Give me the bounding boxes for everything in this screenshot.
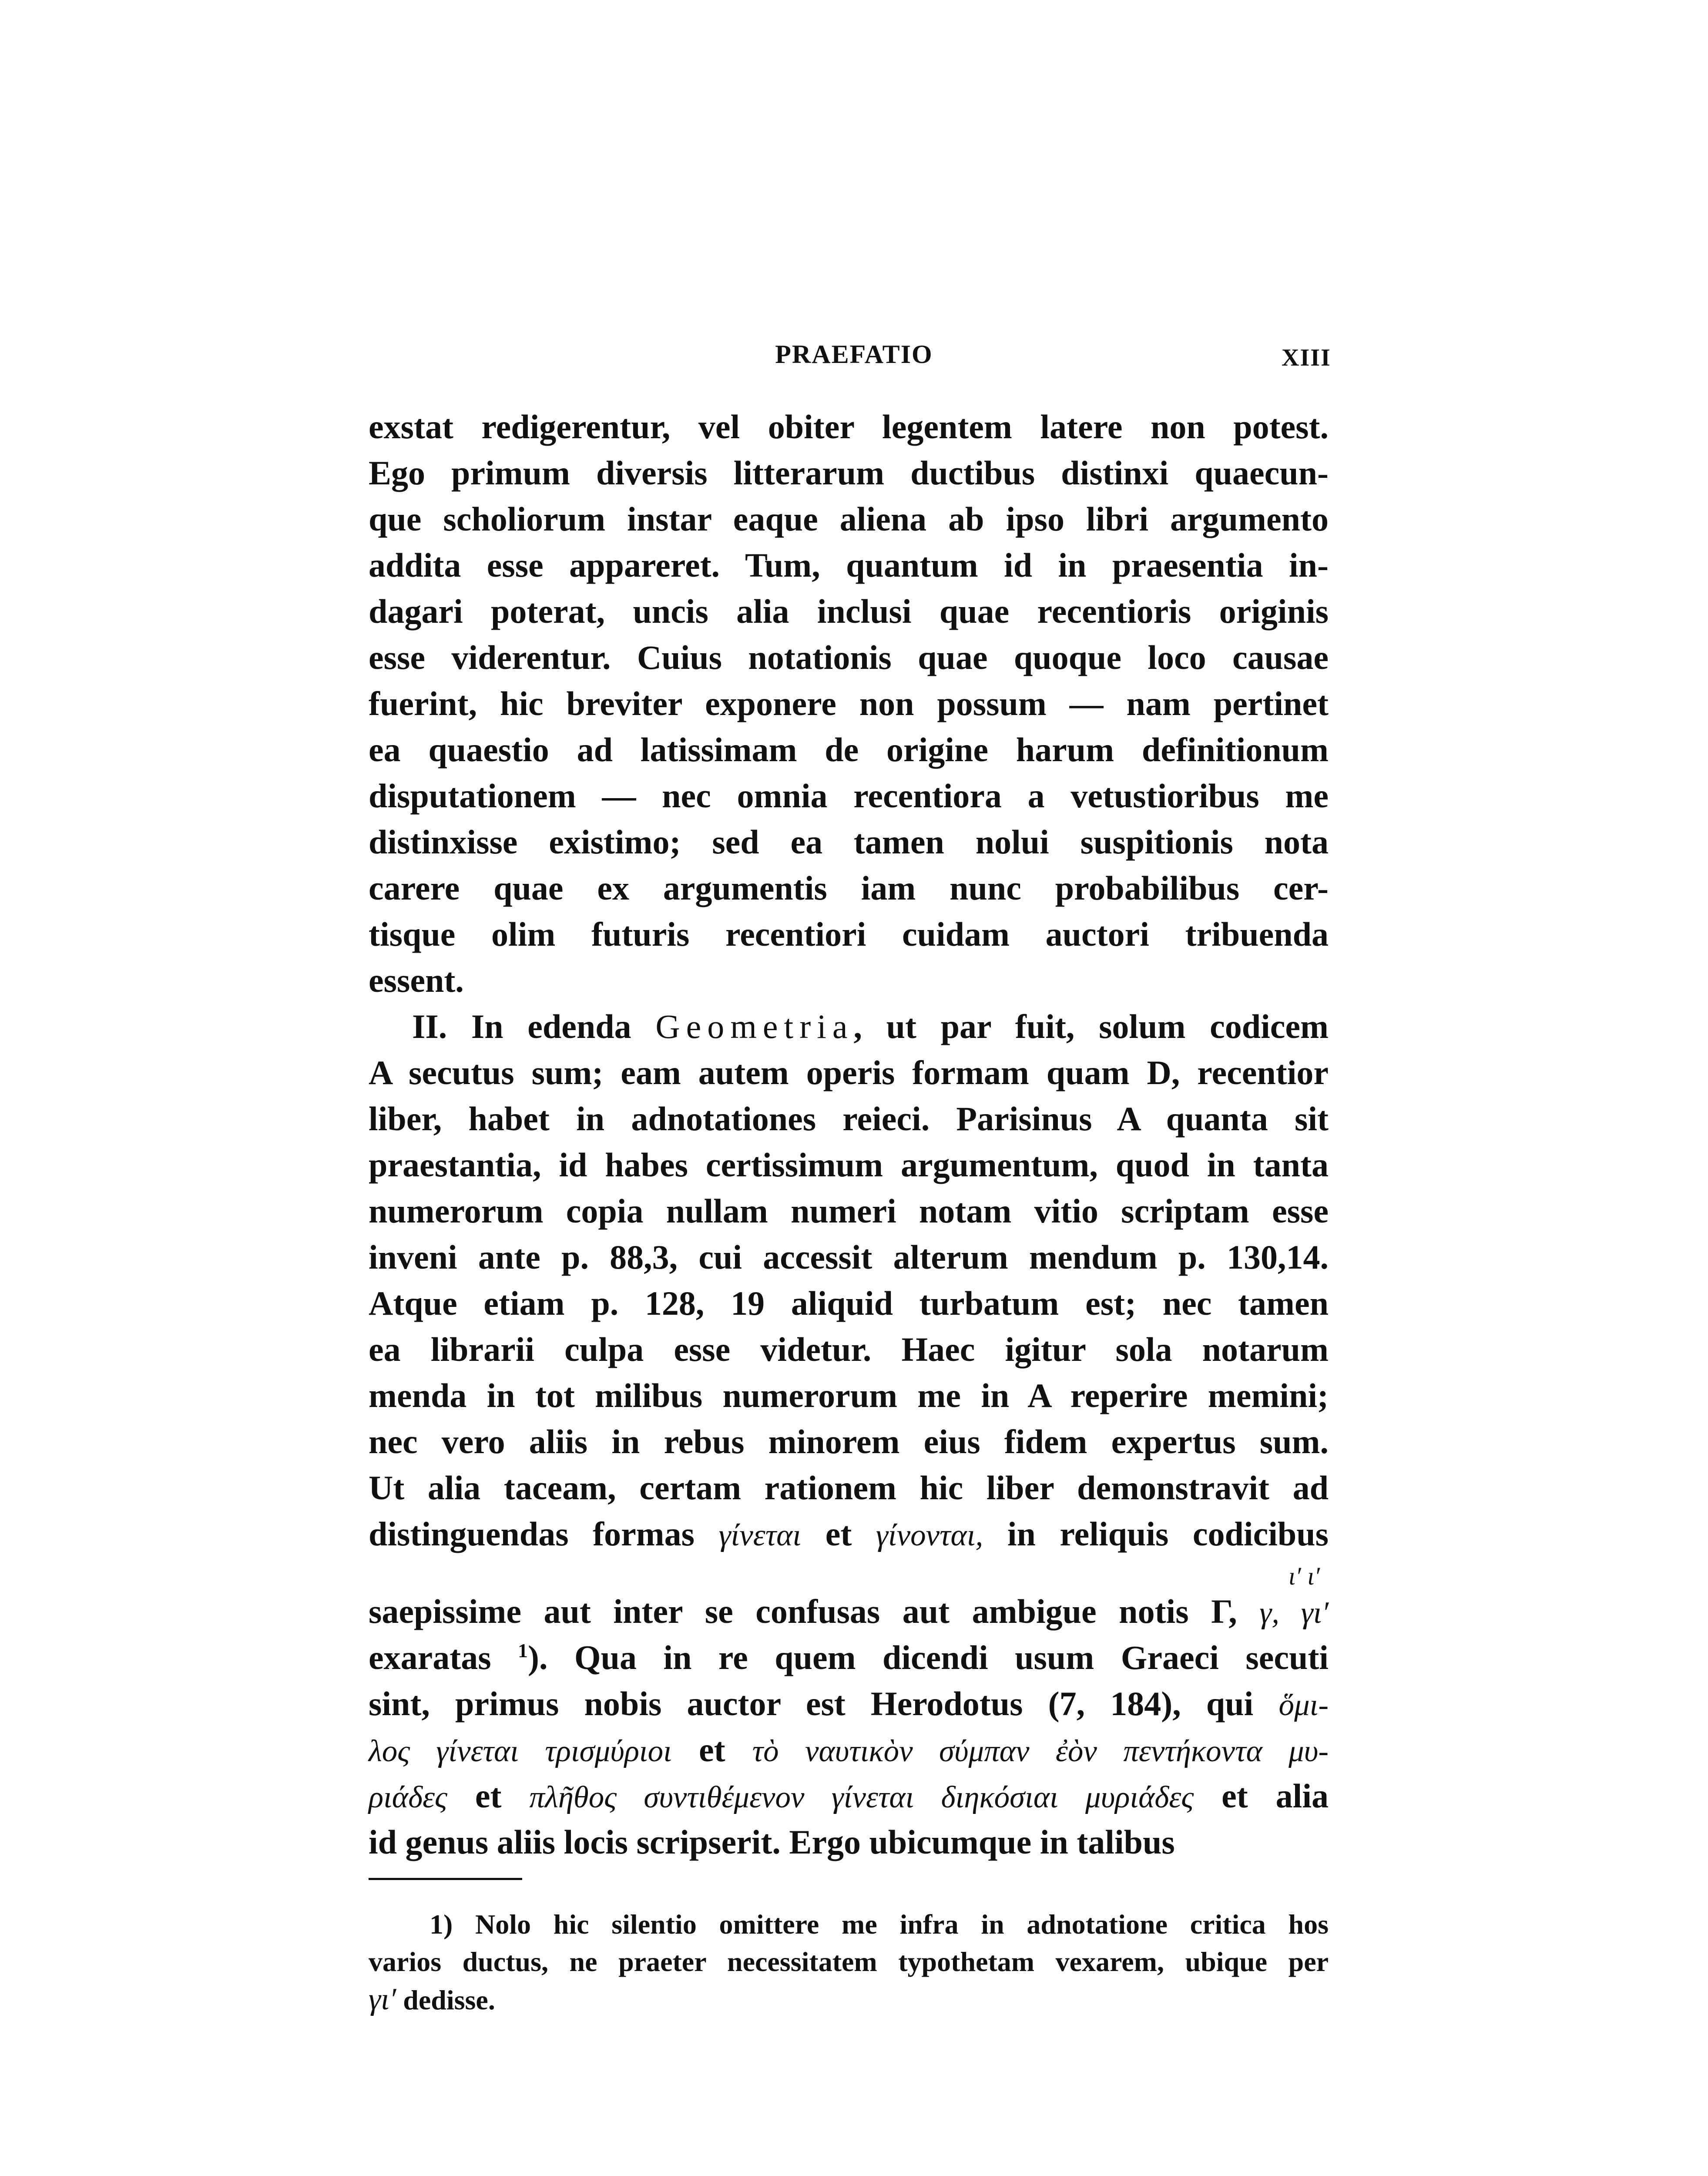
greek-text: ριάδες: [369, 1780, 447, 1814]
footnote-reference: 1: [518, 1639, 528, 1662]
text-line: [369, 1681, 1329, 1727]
text-segment: id genus aliis locis scripserit. Ergo ubicumque in talibus: [369, 1823, 1175, 1861]
text-segment: addita esse appareret. Tum, quantum id in praesentia in-: [369, 546, 1329, 584]
text-segment: exstat redigerentur, vel obiter legentem latere non potest.: [369, 408, 1329, 446]
text-line: [369, 542, 1329, 588]
text-segment: saepissime aut inter se confusas aut ambigue notis Γ,: [369, 1592, 1260, 1630]
footnote-line: [369, 1981, 1329, 2018]
text-line: [369, 819, 1329, 865]
text-line: [369, 1465, 1329, 1511]
text-line: [369, 1373, 1329, 1419]
text-segment: II. In edenda: [412, 1007, 656, 1045]
text-line: [369, 865, 1329, 911]
text-segment: et alia: [1194, 1777, 1329, 1815]
text-segment: menda in tot milibus numerorum me in A reperire memini;: [369, 1377, 1329, 1414]
text-segment: essent.: [369, 961, 464, 999]
text-segment: carere quae ex argumentis iam nunc probabilibus cer-: [369, 869, 1329, 907]
text-segment: sint, primus nobis auctor est Herodotus (7, 184), qui: [369, 1685, 1279, 1723]
text-segment: distinxisse existimo; sed ea tamen nolui suspitionis nota: [369, 823, 1329, 861]
text-segment: ). Qua in re quem dicendi usum Graeci secuti: [528, 1639, 1329, 1676]
text-segment: numerorum copia nullam numeri notam vitio scriptam esse: [369, 1192, 1329, 1230]
text-line: [369, 1280, 1329, 1326]
text-segment: et: [671, 1731, 752, 1769]
text-segment: ea quaestio ad latissimam de origine harum definitionum: [369, 731, 1329, 769]
greek-text: ὅμι-: [1278, 1688, 1329, 1722]
text-line: [369, 588, 1329, 635]
text-segment: varios ductus, ne praeter necessitatem typothetam vexarem, ubique per: [369, 1946, 1329, 1977]
footnotes: [369, 1906, 1329, 2018]
text-line: [369, 1635, 1329, 1681]
text-line: [369, 911, 1329, 957]
text-segment: Atque etiam p. 128, 19 aliquid turbatum est; nec tamen: [369, 1284, 1329, 1322]
text-segment: esse viderentur. Cuius notationis quae quoque loco causae: [369, 638, 1329, 676]
text-segment: inveni ante p. 88,3, cui accessit alterum mendum p. 130,14.: [369, 1238, 1329, 1276]
text-line: [369, 1234, 1329, 1280]
superscript-glyph-marks: ι′ ι′: [1288, 1562, 1320, 1590]
text-segment: nec vero aliis in rebus minorem eius fidem expertus sum.: [369, 1423, 1329, 1461]
text-segment: in reliquis codicibus: [983, 1515, 1329, 1553]
text-line: [369, 1819, 1329, 1865]
text-segment: Ego primum diversis litterarum ductibus distinxi quaecun-: [369, 454, 1329, 492]
text-segment: Ut alia taceam, certam rationem hic liber demonstravit ad: [369, 1469, 1329, 1507]
text-line: [369, 1004, 1329, 1050]
body-text: [369, 404, 1329, 1865]
text-segment: distinguendas formas: [369, 1515, 719, 1553]
text-segment: praestantia, id habes certissimum argumentum, quod in tanta: [369, 1146, 1329, 1184]
text-line: [369, 1326, 1329, 1373]
text-segment: tisque olim futuris recentiori cuidam auctori tribuenda: [369, 915, 1329, 953]
text-segment: exaratas: [369, 1639, 518, 1676]
text-line: [369, 1773, 1329, 1819]
greek-text: γίνονται,: [876, 1518, 983, 1552]
text-line: [369, 1562, 1329, 1635]
text-line: [369, 957, 1329, 1004]
text-line: [369, 1188, 1329, 1234]
greek-text: γι′: [369, 1982, 396, 2016]
footnote-divider: [369, 1878, 522, 1880]
greek-text: γ, γι′: [1259, 1596, 1329, 1630]
text-line: [369, 681, 1329, 727]
text-segment: Geometria: [655, 1007, 854, 1045]
greek-text: πλῆθος συντιθέμενον γίνεται διηκόσιαι μυριάδες: [529, 1780, 1194, 1814]
text-segment: A secutus sum; eam autem operis formam quam D, recentior: [369, 1054, 1329, 1091]
text-segment: dagari poterat, uncis alia inclusi quae recentioris originis: [369, 592, 1329, 630]
text-line: [369, 1511, 1329, 1557]
text-segment: et: [447, 1777, 530, 1815]
text-segment: et: [801, 1515, 876, 1553]
text-line: [369, 1142, 1329, 1188]
text-line: [369, 635, 1329, 681]
text-segment: , ut par fuit, solum codicem: [853, 1007, 1329, 1045]
greek-text: λος γίνεται τρισμύριοι: [369, 1734, 672, 1768]
greek-text: τὸ ναυτικὸν σύμπαν ἐὸν πεντήκοντα μυ-: [752, 1734, 1329, 1768]
text-line: [369, 450, 1329, 496]
text-line: [369, 1727, 1329, 1773]
text-segment: 1) Nolo hic silentio omittere me infra in adnotatione critica hos: [430, 1909, 1329, 1940]
text-segment: dedisse.: [396, 1985, 495, 2015]
text-line: [369, 1050, 1329, 1096]
footnote-line: [369, 1906, 1329, 1943]
text-segment: disputationem — nec omnia recentiora a vetustioribus me: [369, 777, 1329, 815]
footnote-line: [369, 1943, 1329, 1981]
text-segment: liber, habet in adnotationes reieci. Parisinus A quanta sit: [369, 1100, 1329, 1138]
text-line: [369, 727, 1329, 773]
running-head: PRAEFATIO: [775, 340, 933, 369]
page-number: XIII: [1282, 344, 1331, 371]
text-segment: que scholiorum instar eaque aliena ab ipso libri argumento: [369, 500, 1329, 538]
text-line: [369, 1096, 1329, 1142]
greek-text: γίνεται: [718, 1518, 802, 1552]
text-segment: ea librarii culpa esse videtur. Haec igitur sola notarum: [369, 1330, 1329, 1368]
text-line: [369, 773, 1329, 819]
text-line: [369, 1419, 1329, 1465]
text-segment: fuerint, hic breviter exponere non possum — nam pertinet: [369, 685, 1329, 722]
text-line: [369, 496, 1329, 542]
text-line: [369, 404, 1329, 450]
